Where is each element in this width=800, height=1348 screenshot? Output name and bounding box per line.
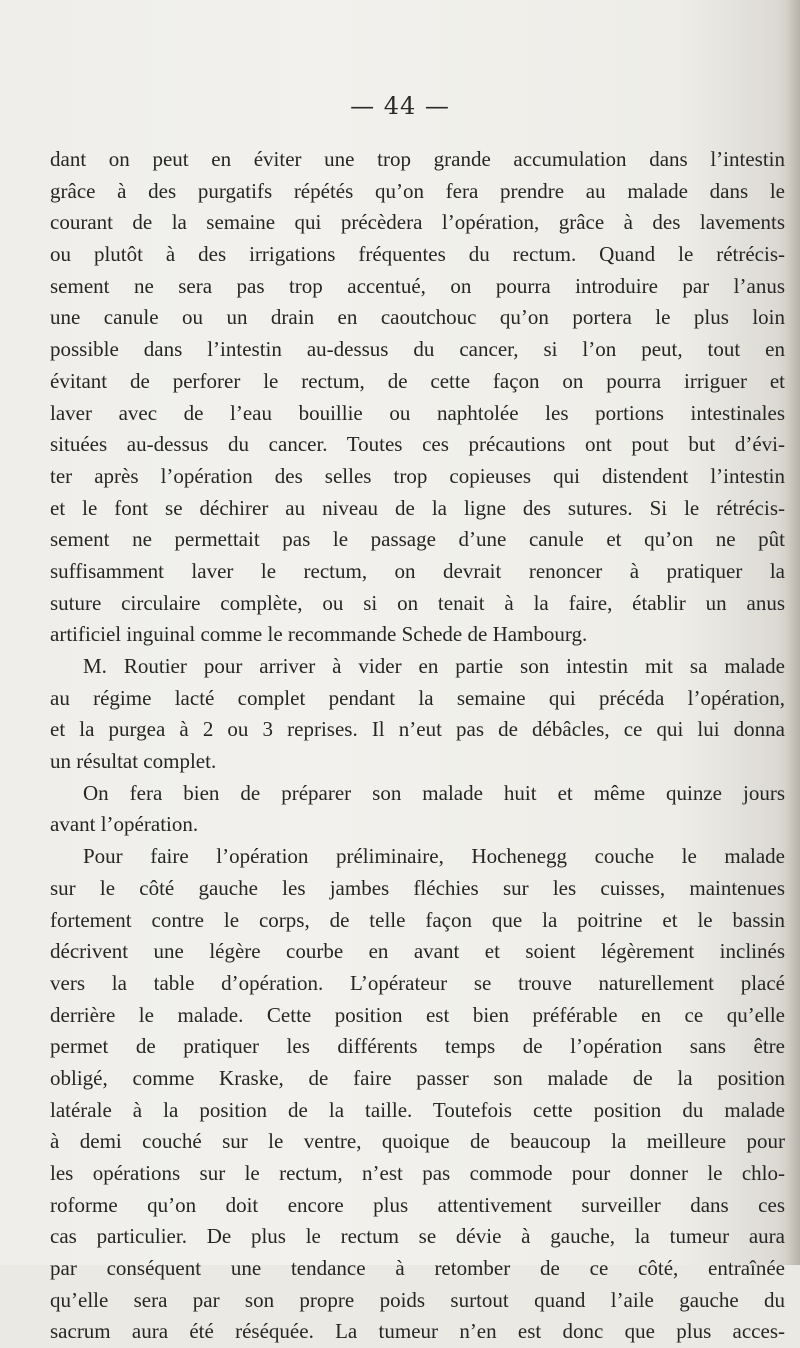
text-line: permet de pratiquer les différents temps de l’opération sans être <box>50 1034 785 1059</box>
text-line: suture circulaire complète, ou si on tenait à la faire, établir un anus <box>50 590 785 615</box>
text-line: sement ne sera pas trop accentué, on pourra introduire par l’anus <box>50 273 785 298</box>
text-line: décrivent une légère courbe en avant et soient légèrement inclinés <box>50 939 785 964</box>
text-line: cas particulier. De plus le rectum se dévie à gauche, la tumeur aura <box>50 1224 785 1249</box>
text-line: grâce à des purgatifs répétés qu’on fera prendre au malade dans le <box>50 178 785 203</box>
text-line: qu’elle sera par son propre poids surtout quand l’aile gauche du <box>50 1287 785 1312</box>
text-line: ter après l’opération des selles trop copieuses qui distendent l’intestin <box>50 463 785 488</box>
text-line: Pour faire l’opération préliminaire, Hochenegg couche le malade <box>83 844 785 869</box>
text-line: avant l’opération. <box>50 812 199 837</box>
text-line: un résultat complet. <box>50 749 217 774</box>
text-line: latérale à la position de la taille. Toutefois cette position du malade <box>50 1097 785 1122</box>
text-line: et le font se déchirer au niveau de la ligne des sutures. Si le rétrécis- <box>50 495 785 520</box>
text-line: fortement contre le corps, de telle façon que la poitrine et le bassin <box>50 907 785 932</box>
text-line: à demi couché sur le ventre, quoique de beaucoup la meilleure pour <box>50 1129 785 1154</box>
text-line: une canule ou un drain en caoutchouc qu’on portera le plus loin <box>50 305 785 330</box>
page-number: — 44 — <box>350 92 450 120</box>
text-line: les opérations sur le rectum, n’est pas commode pour donner le chlo- <box>50 1161 785 1185</box>
text-line: situées au-dessus du cancer. Toutes ces précautions ont pout but d’évi- <box>50 432 785 457</box>
text-line: On fera bien de préparer son malade huit et même quinze jours <box>83 780 785 805</box>
body-text <box>50 144 785 1348</box>
text-line: et la purgea à 2 ou 3 reprises. Il n’eut pas de débâcles, ce qui lui donna <box>50 717 785 742</box>
text-line: roforme qu’on doit encore plus attentivement surveiller dans ces <box>50 1192 785 1217</box>
text-line: sacrum aura été réséquée. La tumeur n’en est donc que plus acces- <box>50 1319 785 1344</box>
text-line: M. Routier pour arriver à vider en partie son intestin mit sa malade <box>83 654 785 678</box>
text-line: ou plutôt à des irrigations fréquentes du rectum. Quand le rétrécis- <box>50 242 785 267</box>
text-line: sement ne permettait pas le passage d’une canule et qu’on ne pût <box>50 527 785 552</box>
text-line: possible dans l’intestin au-dessus du cancer, si l’on peut, tout en <box>50 337 785 362</box>
text-line: artificiel inguinal comme le recommande Schede de Hambourg. <box>50 622 588 647</box>
text-line: dant on peut en éviter une trop grande accumulation dans l’intestin <box>50 147 785 171</box>
text-line: évitant de perforer le rectum, de cette façon on pourra irriguer et <box>50 368 785 393</box>
text-line: sur le côté gauche les jambes fléchies sur les cuisses, maintenues <box>50 875 785 900</box>
page-edge-shadow <box>786 0 800 1265</box>
text-line: obligé, comme Kraske, de faire passer son malade de la position <box>50 1065 785 1090</box>
text-line: laver avec de l’eau bouillie ou naphtolée les portions intestinales <box>50 400 785 425</box>
text-line: derrière le malade. Cette position est bien préférable en ce qu’elle <box>50 1002 785 1027</box>
text-line: courant de la semaine qui précèdera l’opération, grâce à des lavements <box>50 210 785 235</box>
text-line: par conséquent une tendance à retomber de ce côté, entraînée <box>50 1256 785 1281</box>
text-line: vers la table d’opération. L’opérateur se trouve naturellement placé <box>50 970 785 995</box>
text-line: au régime lacté complet pendant la semaine qui précéda l’opération, <box>50 685 785 710</box>
text-line: suffisamment laver le rectum, on devrait renoncer à pratiquer la <box>50 558 785 583</box>
